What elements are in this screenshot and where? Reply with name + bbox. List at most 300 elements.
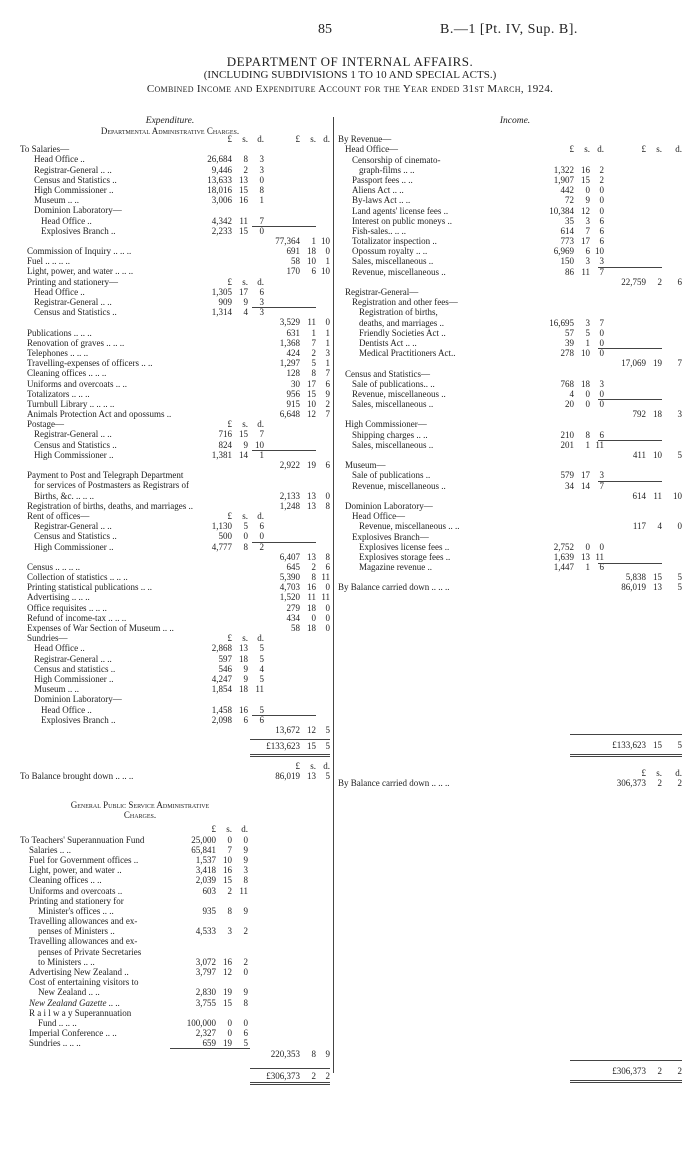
expenditure-total-shillings: 18 xyxy=(307,623,316,633)
expenditure-row xyxy=(20,572,330,582)
expenditure-row xyxy=(20,592,330,602)
income-row xyxy=(338,206,690,216)
income-amount-pence: 0 xyxy=(599,205,604,216)
income-label: Dentists Act .. .. xyxy=(359,337,417,348)
expenditure-total-shillings: 2 xyxy=(311,347,316,358)
expenditure-label: Printing statistical publications .. .. xyxy=(27,582,152,593)
expenditure-amount-shillings: 2 xyxy=(243,164,248,175)
expenditure-amount-pounds: 4,777 xyxy=(211,541,232,552)
expenditure-label: High Commissioner .. xyxy=(34,541,114,552)
income-label: Sales, miscellaneous .. xyxy=(352,256,434,267)
carried-down-pence: 2 xyxy=(677,778,682,788)
expenditure-label: Travelling-expenses of officers .. .. xyxy=(27,358,153,369)
income-amount-pounds: 210 xyxy=(560,429,574,440)
income-label: Fish-sales.. .. .. xyxy=(352,225,406,236)
income-subtotal-rule xyxy=(598,563,662,564)
expenditure-label: Births, &c. .. .. .. xyxy=(34,490,94,501)
income-amount-shillings: 12 xyxy=(581,205,590,216)
expenditure-amount-pence: 2 xyxy=(259,541,264,552)
expenditure-amount-pence: 5 xyxy=(259,704,264,715)
general-amount-shillings: 16 xyxy=(223,865,232,876)
expenditure-total-pounds: 631 xyxy=(286,327,300,338)
expenditure-total-pence: 0 xyxy=(325,317,330,328)
expenditure-total-pounds: 434 xyxy=(286,612,300,623)
general-amount-pounds: 935 xyxy=(202,905,216,916)
income-row xyxy=(338,470,690,480)
general-row xyxy=(20,947,330,957)
income-row xyxy=(338,511,690,521)
expenditure-amount-pence: 0 xyxy=(259,174,264,185)
income-amount-pence: 0 xyxy=(599,388,604,399)
general-subtotal-row xyxy=(20,1049,330,1059)
income-row xyxy=(338,195,690,205)
income-total-shillings: 15 xyxy=(653,572,662,583)
income-amount-shillings: 5 xyxy=(585,327,590,338)
general-amount-shillings: 0 xyxy=(227,1017,232,1028)
general-label: Sundries .. .. .. xyxy=(29,1038,81,1049)
general-row xyxy=(20,835,330,845)
brought-down-pence: 5 xyxy=(325,771,330,782)
expenditure-amount-shillings: 13 xyxy=(239,174,248,185)
income-amount-pounds: 1,322 xyxy=(553,164,574,175)
general-amount-pounds: 3,072 xyxy=(195,956,216,967)
expenditure-total-pounds: 1,368 xyxy=(279,337,300,348)
general-row xyxy=(20,1008,330,1018)
general-subtotal-pounds: 220,353 xyxy=(270,1048,300,1059)
general-amount-pence: 9 xyxy=(243,905,248,916)
income-carried-down xyxy=(338,778,690,788)
expenditure-amount-pence: 3 xyxy=(259,297,264,307)
expenditure-label: Census .. .. .. .. xyxy=(27,561,81,572)
expenditure-row xyxy=(20,613,330,623)
expenditure-total-shillings: 13 xyxy=(307,500,316,511)
income-label: Head Office— xyxy=(352,511,406,522)
expenditure-total-pence: 10 xyxy=(321,266,330,277)
expenditure-label: Totalizators .. .. .. xyxy=(27,388,90,399)
income-total-shillings: 15 xyxy=(653,740,662,750)
general-row xyxy=(20,875,330,885)
expenditure-label: Rent of offices— xyxy=(27,510,90,521)
income-amount-pounds: 150 xyxy=(560,256,574,267)
expenditure-amount-pence: 5 xyxy=(259,653,264,664)
expenditure-label: Collection of statistics .. .. .. xyxy=(27,572,128,583)
expenditure-row xyxy=(20,501,330,511)
expenditure-row xyxy=(20,603,330,613)
general-amount-pence: 2 xyxy=(243,956,248,967)
expenditure-amount-pence: 3 xyxy=(259,164,264,175)
expenditure-label: Postage— xyxy=(27,419,64,430)
general-amount-pence: 9 xyxy=(243,854,248,865)
expenditure-total-pounds: 58 xyxy=(291,256,300,267)
expenditure-label: High Commissioner .. xyxy=(34,673,114,684)
expenditure-amount-pence: 11 xyxy=(255,684,264,695)
expenditure-row xyxy=(20,684,330,694)
income-label: High Commissioner— xyxy=(345,419,427,430)
expenditure-currency-header-total-pence: d. xyxy=(323,134,330,144)
expenditure-row xyxy=(20,705,330,715)
expenditure-amount-pence: 7 xyxy=(259,429,264,440)
expenditure-total-shillings: 12 xyxy=(307,409,316,420)
income-amount-shillings: 9 xyxy=(585,195,590,206)
income-amount-pence: 7 xyxy=(599,480,604,491)
income-total-pounds: 614 xyxy=(632,490,646,501)
expenditure-row xyxy=(20,643,330,653)
general-amount-pence: 0 xyxy=(243,1017,248,1028)
expenditure-amount-pence: 7 xyxy=(259,215,264,226)
income-total-pounds: 117 xyxy=(632,521,646,532)
general-amount-pence: 11 xyxy=(239,885,248,896)
income-total-shillings: 19 xyxy=(653,358,662,369)
income-label: Shipping charges .. .. xyxy=(352,429,428,440)
general-amount-shillings: 8 xyxy=(227,905,232,916)
income-total-pounds: 86,019 xyxy=(621,582,646,593)
general-label: penses of Ministers .. xyxy=(38,926,115,937)
income-row xyxy=(338,582,690,592)
expenditure-total-pounds: 58 xyxy=(291,623,300,633)
expenditure-amount-shillings: 4 xyxy=(243,307,248,318)
income-row xyxy=(338,297,690,307)
expenditure-total-shillings: 10 xyxy=(307,256,316,267)
expenditure-total-shillings: 6 xyxy=(311,266,316,277)
income-bf-currency-shillings: s. xyxy=(656,768,662,778)
expenditure-label: for services of Postmasters as Registrars of xyxy=(34,480,189,491)
income-row xyxy=(338,369,690,379)
income-amount-pounds: 72 xyxy=(565,195,574,206)
expenditure-amount-pence: 1 xyxy=(259,195,264,206)
expenditure-total-rule xyxy=(250,739,330,740)
expenditure-label: Head Office .. xyxy=(34,643,85,654)
expenditure-total-pounds: 13,672 xyxy=(275,724,300,735)
expenditure-total-pounds: 30 xyxy=(291,378,300,389)
general-label: Minister's offices .. .. xyxy=(38,905,114,916)
expenditure-row xyxy=(20,358,330,368)
income-row xyxy=(338,552,690,562)
income-total-pence: 5 xyxy=(677,740,682,750)
expenditure-amount-shillings: 8 xyxy=(243,541,248,552)
income-label: Explosives storage fees .. xyxy=(359,551,451,562)
general-currency xyxy=(20,824,330,834)
expenditure-total-pence: 0 xyxy=(325,246,330,257)
expenditure-amount-pounds: 2,868 xyxy=(211,643,232,654)
general-label: Cost of entertaining visitors to xyxy=(29,977,139,988)
general-currency-pence: d. xyxy=(241,824,248,835)
expenditure-label: Telephones .. .. .. xyxy=(27,347,89,358)
expenditure-row xyxy=(20,511,330,521)
expenditure-row xyxy=(20,460,330,470)
general-amount-shillings: 15 xyxy=(223,997,232,1008)
income-final-total-pounds: £306,373 xyxy=(612,1066,646,1076)
expenditure-row xyxy=(20,491,330,501)
expenditure-label: Cleaning offices .. .. .. xyxy=(27,368,107,379)
income-label: Magazine revenue .. xyxy=(359,562,432,573)
income-amount-pence: 11 xyxy=(595,439,604,450)
expenditure-currency-header-total-shillings: s. xyxy=(310,134,316,144)
income-amount-shillings: 18 xyxy=(581,378,590,389)
income-row xyxy=(338,542,690,552)
income-amount-shillings: 11 xyxy=(581,266,590,277)
income-total-row xyxy=(338,740,690,750)
expenditure-total-shillings: 19 xyxy=(307,460,316,470)
expenditure-row xyxy=(20,480,330,490)
expenditure-total-pounds: 6,648 xyxy=(279,409,300,420)
general-amount-pounds: 659 xyxy=(202,1038,216,1049)
income-row xyxy=(338,440,690,450)
income-total-pence: 0 xyxy=(677,521,682,532)
general-row xyxy=(20,967,330,977)
income-amount-shillings: 0 xyxy=(585,185,590,196)
income-amount-shillings: 14 xyxy=(581,480,590,491)
expenditure-total-pounds: 6,407 xyxy=(279,551,300,562)
income-total-rule xyxy=(570,734,682,735)
income-row xyxy=(338,491,690,501)
expenditure-row xyxy=(20,399,330,409)
expenditure-total-pence: 11 xyxy=(321,592,330,603)
expenditure-total-pounds: 3,529 xyxy=(279,317,300,328)
general-amount-pence: 5 xyxy=(243,1038,248,1049)
expenditure-subtotal-rule xyxy=(252,226,316,227)
expenditure-total-pounds: 77,364 xyxy=(275,235,300,246)
expenditure-row xyxy=(20,144,330,154)
expenditure-currency-header-pence: d. xyxy=(257,134,264,144)
income-currency-pence: d. xyxy=(597,144,604,155)
income-amount-pence: 2 xyxy=(599,174,604,185)
expenditure-total-pence: 10 xyxy=(321,235,330,246)
general-heading-2: Charges. xyxy=(123,810,157,821)
general-subtotal-rule xyxy=(170,1048,250,1049)
expenditure-amount-pounds: 909 xyxy=(218,297,232,307)
income-amount-pounds: 20 xyxy=(565,399,574,410)
expenditure-total-shillings: 13 xyxy=(307,551,316,562)
income-row xyxy=(338,348,690,358)
income-subtotal-rule xyxy=(598,440,662,441)
income-label: Passport fees .. .. xyxy=(352,174,413,185)
income-amount-pounds: 768 xyxy=(560,378,574,389)
income-amount-pence: 7 xyxy=(599,266,604,277)
income-label: Censorship of cinemato- xyxy=(352,154,441,165)
expenditure-row xyxy=(20,277,330,287)
general-row xyxy=(20,926,330,936)
expenditure-total-pence: 1 xyxy=(325,256,330,267)
income-label: By Balance carried down .. .. .. xyxy=(338,582,450,593)
document-code: B.—1 [Pt. IV, Sup. B]. xyxy=(440,22,578,37)
income-label: By Revenue— xyxy=(338,134,392,145)
expenditure-label: Dominion Laboratory— xyxy=(34,205,122,216)
expenditure-total-pence: 0 xyxy=(325,602,330,613)
brought-down-pounds: 86,019 xyxy=(275,771,300,782)
income-amount-shillings: 15 xyxy=(581,174,590,185)
expenditure-total-shillings: 18 xyxy=(307,602,316,613)
income-label: Sale of publications .. xyxy=(352,470,431,481)
expenditure-currency-pounds: £ xyxy=(227,510,232,521)
income-label: Revenue, miscellaneous .. xyxy=(352,266,446,277)
expenditure-total-pounds: 5,390 xyxy=(279,572,300,583)
expenditure-amount-shillings: 18 xyxy=(239,684,248,695)
expenditure-currency-shillings: s. xyxy=(242,419,248,430)
expenditure-total-pounds: 279 xyxy=(286,602,300,613)
expenditure-amount-pounds: 1,314 xyxy=(211,307,232,318)
income-amount-shillings: 17 xyxy=(581,470,590,481)
income-amount-pounds: 1,447 xyxy=(553,562,574,573)
expenditure-row xyxy=(20,287,330,297)
expenditure-label: Turnbull Library .. .. .. .. xyxy=(27,398,115,409)
expenditure-amount-pounds: 4,342 xyxy=(211,215,232,226)
expenditure-total-pence: 5 xyxy=(325,724,330,735)
expenditure-amount-pounds: 2,098 xyxy=(211,714,232,725)
expenditure-amount-pence: 8 xyxy=(259,184,264,195)
expenditure-label: Explosives Branch .. xyxy=(41,714,116,725)
income-row xyxy=(338,338,690,348)
expenditure-label: Registrar-General .. .. xyxy=(34,297,112,307)
expenditure-row xyxy=(20,562,330,572)
income-subtotal-rule xyxy=(598,267,662,268)
expenditure-row xyxy=(20,409,330,419)
income-amount-shillings: 0 xyxy=(585,388,590,399)
income-total-pounds: £133,623 xyxy=(612,740,646,750)
expenditure-label: Commission of Inquiry .. .. .. xyxy=(27,246,132,257)
expenditure-total-pounds: 1,297 xyxy=(279,358,300,369)
income-label: Registration of births, xyxy=(359,307,438,318)
general-amount-pence: 2 xyxy=(243,926,248,937)
income-label: Opossum royalty .. .. xyxy=(352,246,428,257)
expenditure-total-pounds: 915 xyxy=(286,398,300,409)
expenditure-amount-shillings: 9 xyxy=(243,439,248,450)
income-row xyxy=(338,155,690,165)
general-heading: General Public Service Administrative xyxy=(70,800,210,810)
brought-down-shillings: 13 xyxy=(307,771,316,782)
expenditure-bf-currency-pounds: £ xyxy=(295,761,300,772)
expenditure-total-shillings: 11 xyxy=(307,592,316,603)
general-row xyxy=(20,906,330,916)
income-row xyxy=(338,419,690,429)
income-amount-pence: 3 xyxy=(599,378,604,389)
expenditure-total-pence: 0 xyxy=(325,490,330,501)
income-amount-pounds: 442 xyxy=(560,185,574,196)
income-total-shillings: 13 xyxy=(653,582,662,593)
income-row xyxy=(338,134,690,144)
expenditure-total-pence: 0 xyxy=(325,612,330,623)
expenditure-currency-pence: d. xyxy=(257,633,264,644)
general-label: Uniforms and overcoats .. xyxy=(29,885,123,896)
income-subtotal-rule xyxy=(598,399,662,400)
income-row xyxy=(338,328,690,338)
expenditure-total-pounds: 1,248 xyxy=(279,500,300,511)
expenditure-label: Census and statistics .. xyxy=(34,663,116,674)
expenditure-label: Census and Statistics .. xyxy=(34,307,117,318)
expenditure-total-pence: 8 xyxy=(325,551,330,562)
general-amount-shillings: 7 xyxy=(227,844,232,855)
general-subtotal-shillings: 8 xyxy=(311,1048,316,1059)
document-title: DEPARTMENT OF INTERNAL AFFAIRS. xyxy=(226,54,474,69)
account-title: Combined Income and Expenditure Account for the Year ended 31st March, 1924. xyxy=(146,83,554,95)
general-row xyxy=(20,855,330,865)
expenditure-amount-pounds: 26,684 xyxy=(207,154,232,165)
income-amount-pence: 3 xyxy=(599,256,604,267)
expenditure-amount-pence: 6 xyxy=(259,714,264,725)
income-bf-currency xyxy=(338,768,690,778)
expenditure-amount-shillings: 15 xyxy=(239,429,248,440)
general-row xyxy=(20,957,330,967)
income-row xyxy=(338,277,690,287)
expenditure-total-shillings: 1 xyxy=(311,235,316,246)
income-amount-pounds: 34 xyxy=(565,480,574,491)
general-label: R a i l w a y Superannuation xyxy=(29,1007,132,1018)
expenditure-row xyxy=(20,175,330,185)
expenditure-currency-pence: d. xyxy=(257,276,264,287)
general-amount-shillings: 15 xyxy=(223,875,232,886)
income-amount-shillings: 6 xyxy=(585,246,590,257)
expenditure-amount-shillings: 13 xyxy=(239,643,248,654)
expenditure-row xyxy=(20,674,330,684)
expenditure-amount-shillings: 11 xyxy=(239,215,248,226)
general-total-pence: 2 xyxy=(325,1070,330,1081)
income-total-pounds: 411 xyxy=(632,450,646,460)
expenditure-row xyxy=(20,470,330,480)
expenditure-label: Light, power, and water .. .. .. xyxy=(27,266,134,277)
general-amount-pounds: 65,841 xyxy=(191,844,216,855)
expenditure-amount-shillings: 9 xyxy=(243,297,248,307)
expenditure-total-pounds: 691 xyxy=(286,246,300,257)
carried-down-pounds: 306,373 xyxy=(616,778,646,788)
income-bf-currency-pounds: £ xyxy=(641,768,646,778)
expenditure-total-pence: 3 xyxy=(325,347,330,358)
general-row xyxy=(20,845,330,855)
expenditure-amount-pence: 4 xyxy=(259,663,264,674)
general-total-underline xyxy=(250,1082,330,1085)
income-amount-pounds: 278 xyxy=(560,348,574,359)
expenditure-row xyxy=(20,297,330,307)
income-row xyxy=(338,287,690,297)
expenditure-bf-currency xyxy=(20,761,330,771)
expenditure-amount-pounds: 18,016 xyxy=(207,184,232,195)
expenditure-total-pounds: 170 xyxy=(286,266,300,277)
expenditure-total-pence: 1 xyxy=(325,337,330,348)
column-divider xyxy=(333,117,334,773)
expenditure-total-pence: 6 xyxy=(325,561,330,572)
expenditure-amount-pounds: 1,854 xyxy=(211,684,232,695)
expenditure-label: Head Office .. xyxy=(41,215,92,226)
expenditure-amount-shillings: 5 xyxy=(243,521,248,532)
expenditure-total-pounds: 956 xyxy=(286,388,300,399)
expenditure-total-shillings: 0 xyxy=(311,612,316,623)
income-amount-pounds: 10,384 xyxy=(549,205,574,216)
expenditure-total-pence: 7 xyxy=(325,368,330,379)
expenditure-row xyxy=(20,542,330,552)
general-amount-pence: 8 xyxy=(243,875,248,886)
expenditure-amount-pounds: 1,305 xyxy=(211,286,232,297)
expenditure-total-pence: 9 xyxy=(325,388,330,399)
income-amount-pence: 2 xyxy=(599,164,604,175)
expenditure-currency-header-pounds: £ xyxy=(227,134,232,144)
expenditure-label: Registration of births, deaths, and marriages .. xyxy=(27,500,193,511)
expenditure-total-pence: 2 xyxy=(325,398,330,409)
expenditure-total-shillings: 11 xyxy=(307,317,316,328)
income-row xyxy=(338,246,690,256)
expenditure-amount-pence: 3 xyxy=(259,307,264,318)
expenditure-label: Registrar-General .. .. xyxy=(34,653,112,664)
expenditure-label: Explosives Branch .. xyxy=(41,225,116,236)
income-amount-pounds: 4 xyxy=(569,388,574,399)
income-total-pence: 10 xyxy=(673,490,682,501)
income-row xyxy=(338,144,690,154)
income-label: By-laws Act .. .. xyxy=(352,195,411,206)
expenditure-table xyxy=(20,134,330,782)
expenditure-label: Advertising .. .. .. xyxy=(27,592,90,603)
expenditure-amount-pounds: 9,446 xyxy=(211,164,232,175)
expenditure-subtotal-rule xyxy=(252,715,316,716)
expenditure-row xyxy=(20,205,330,215)
expenditure-subtotal-rule xyxy=(252,307,316,308)
general-amount-pounds: 100,000 xyxy=(186,1017,216,1028)
